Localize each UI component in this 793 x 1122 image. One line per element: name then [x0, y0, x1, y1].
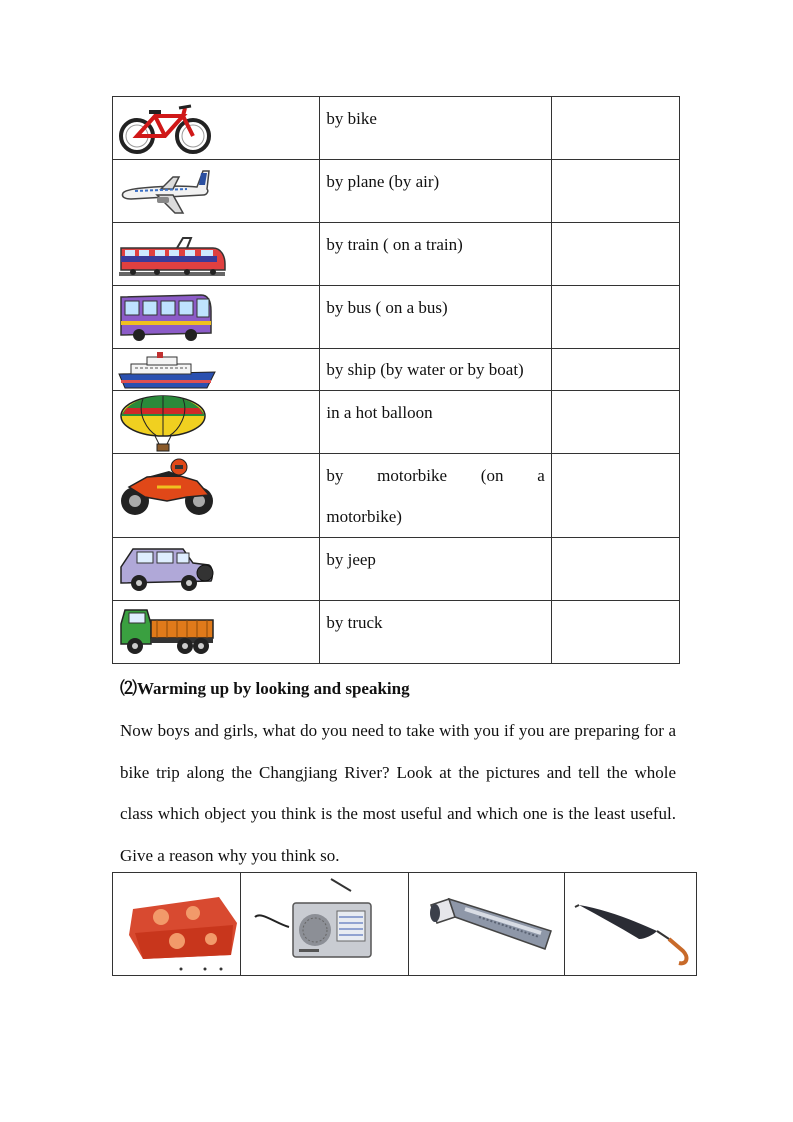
table-row [113, 454, 680, 538]
objects-table [112, 872, 697, 976]
transport-label-continued: motorbike) [326, 507, 402, 526]
table-row [113, 349, 680, 391]
transport-label: by bus ( on a bus) [326, 298, 448, 317]
transport-label: by train ( on a train) [326, 235, 463, 254]
transport-label: in a hot balloon [326, 403, 433, 422]
radio-image [241, 873, 409, 977]
section-paragraph: Now boys and girls, what do you need to take with you if you are preparing for a bike trip along the Changjiang River? Look at the pictures and tell the whole class which object you think is the most useful and which one is the least useful. Give a reason why you think so. [120, 721, 676, 865]
answer-cell [551, 391, 679, 454]
transport-label: by jeep [326, 550, 376, 569]
transport-table [112, 96, 680, 664]
transport-label: by plane (by air) [326, 172, 440, 191]
answer-cell [551, 349, 679, 391]
answer-cell [551, 160, 679, 223]
answer-cell [551, 601, 679, 664]
transport-label: by motorbike (on a [326, 466, 545, 485]
table-row [113, 286, 680, 349]
table-row [113, 601, 680, 664]
transport-label: by ship (by water or by boat) [326, 360, 524, 379]
transport-label: by truck [326, 613, 383, 632]
table-row [113, 97, 680, 160]
answer-cell [551, 286, 679, 349]
umbrella-image [565, 873, 697, 977]
answer-cell [551, 97, 679, 160]
answer-cell [551, 223, 679, 286]
table-row [113, 223, 680, 286]
table-row [113, 160, 680, 223]
flashlight-image [409, 873, 565, 977]
transport-label: by bike [326, 109, 377, 128]
table-row [113, 391, 680, 454]
answer-cell [551, 454, 679, 538]
answer-cell [551, 538, 679, 601]
section-heading: ⑵Warming up by looking and speaking [120, 679, 410, 698]
blanket-image [113, 873, 241, 977]
table-row [113, 538, 680, 601]
